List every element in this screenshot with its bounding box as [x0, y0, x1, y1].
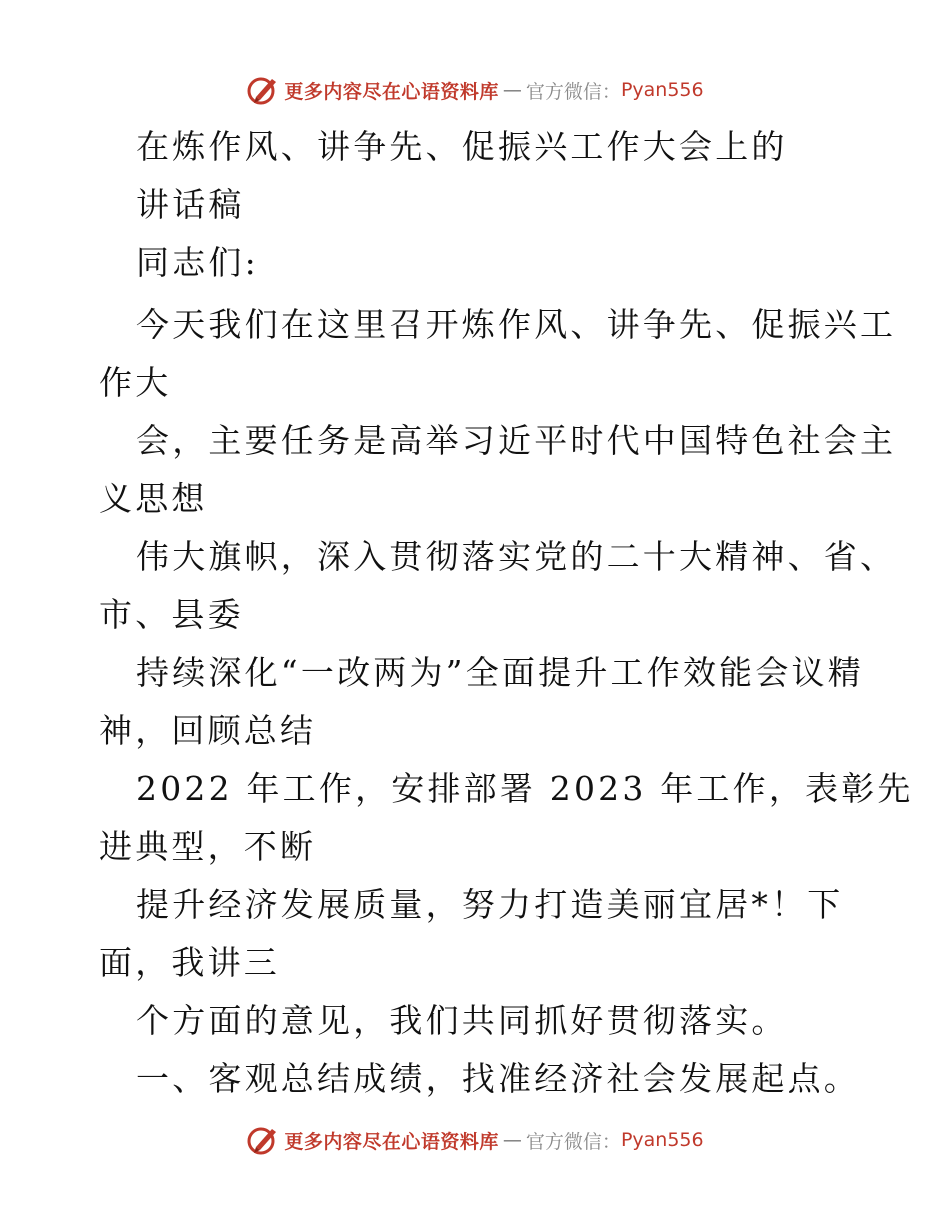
paragraph-line: 伟大旗帜，深入贯彻落实党的二十大精神、省、 [136, 537, 897, 576]
watermark-label: 官方微信： [525, 1130, 621, 1153]
paragraph-line: 神，回顾总结 [99, 711, 317, 750]
paragraph-line: 提升经济发展质量，努力打造美丽宜居*！下 [136, 885, 844, 924]
paragraph-line: 作大 [99, 363, 172, 402]
paragraph-line: 今天我们在这里召开炼作风、讲争先、促振兴工 [136, 305, 897, 344]
watermark-brand: 更多内容尽在心语资料库 [284, 80, 499, 103]
watermark-dash: — [502, 1129, 522, 1151]
watermark-brand: 更多内容尽在心语资料库 [284, 1130, 499, 1153]
paragraph-line: 会，主要任务是高举习近平时代中国特色社会主 [136, 421, 897, 460]
paragraph-line: 市、县委 [99, 595, 244, 634]
paragraph-line: 义思想 [99, 479, 208, 518]
footer-watermark [0, 1120, 950, 1160]
salutation: 同志们: [136, 243, 259, 282]
paragraph-line: 个方面的意见，我们共同抓好贯彻落实。 [136, 1001, 788, 1040]
paragraph-line: 持续深化“一改两为”全面提升工作效能会议精 [136, 653, 864, 692]
document-title-line-1: 在炼作风、讲争先、促振兴工作大会上的 [136, 127, 788, 166]
quill-pen-logo-icon [246, 73, 280, 107]
watermark-label: 官方微信： [525, 80, 621, 103]
header-watermark [0, 70, 950, 110]
watermark-id: Pyan556 [620, 1129, 704, 1151]
watermark-dash: — [502, 79, 522, 101]
quill-pen-logo-icon [246, 1123, 280, 1157]
paragraph-line: 2022 年工作，安排部署 2023 年工作，表彰先 [136, 769, 914, 808]
paragraph-line: 面，我讲三 [99, 943, 280, 982]
watermark-id: Pyan556 [620, 79, 704, 101]
section-heading: 一、客观总结成绩，找准经济社会发展起点。 [136, 1059, 860, 1098]
document-title-line-2: 讲话稿 [136, 185, 245, 224]
paragraph-line: 进典型，不断 [99, 827, 317, 866]
